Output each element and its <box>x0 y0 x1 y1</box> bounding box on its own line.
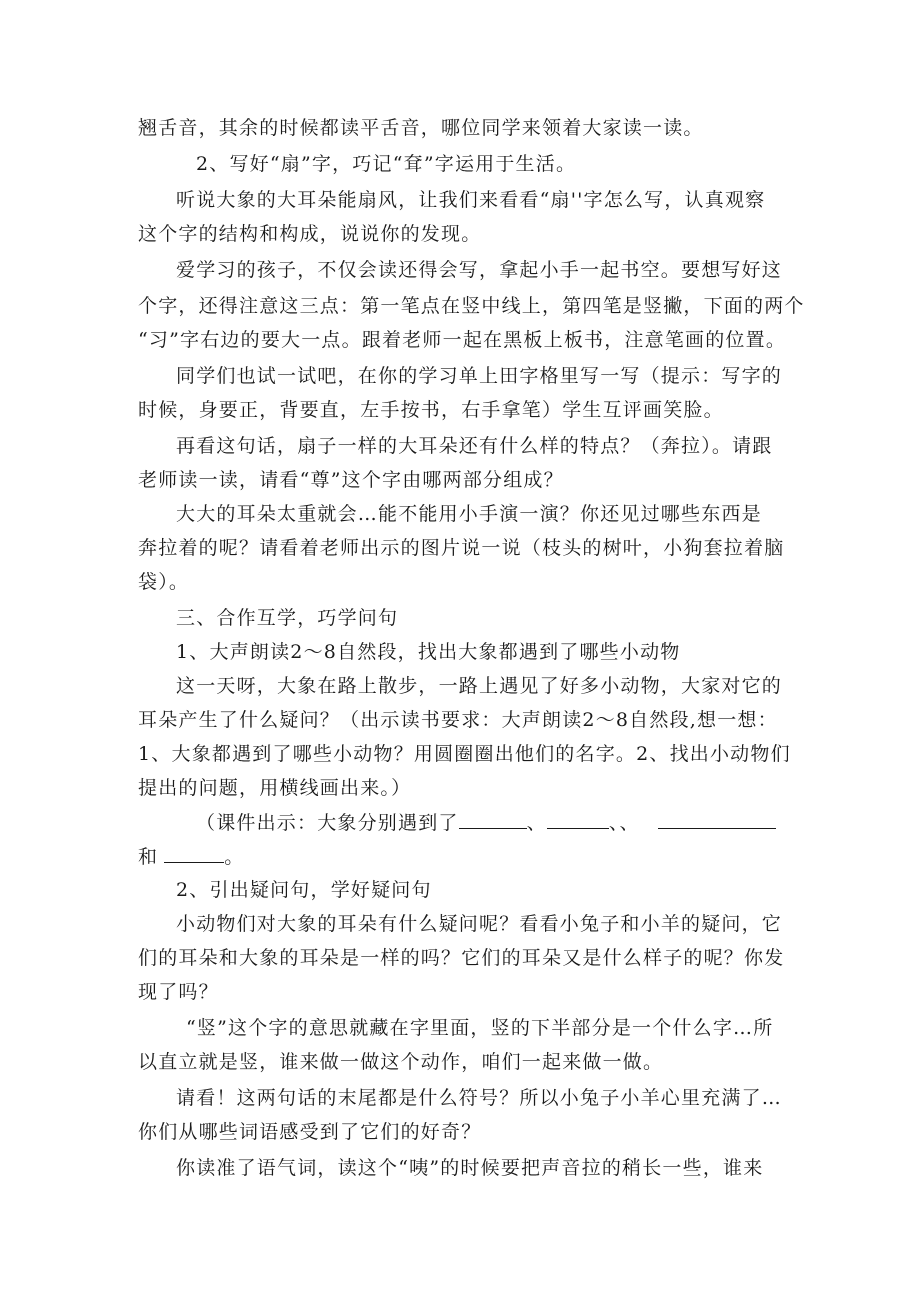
paragraph-line: 你读准了语气词，读这个“咦”的时候要把声音拉的稍长一些，谁来 <box>176 1157 764 1179</box>
fill-blank-and: 和 <box>138 846 159 868</box>
paragraph-line: 这一天呀，大象在路上散步，一路上遇见了好多小动物，大家对它的 <box>176 675 783 697</box>
paragraph-line: 耳朵产生了什么疑问？（出示读书要求：大声朗读2～8自然段,想一想： <box>138 709 778 731</box>
paragraph-line: 以直立就是竖，谁来做一做这个动作，咱们一起来做一做。 <box>138 1051 664 1073</box>
paragraph-line: 袋）。 <box>138 571 190 593</box>
blank-4 <box>164 844 224 863</box>
paragraph-line: 听说大象的大耳朵能扇风，让我们来看看“扇''字怎么写，认真观察 <box>176 189 766 211</box>
paragraph-line: 爱学习的孩子，不仅会读还得会写，拿起小手一起书空。要想写好这 <box>176 259 783 281</box>
fill-blank-line-2 <box>138 844 244 869</box>
blank-2 <box>547 810 609 829</box>
blank-3 <box>658 810 776 829</box>
paragraph-line: 再看这句话，扇子一样的大耳朵还有什么样的特点？（奔拉）。请跟 <box>176 435 773 457</box>
paragraph-line: “竖”这个字的意思就藏在字里面，竖的下半部分是一个什么字…所 <box>186 1017 774 1039</box>
paragraph-line: 现了吗？ <box>138 981 219 1003</box>
paragraph-line: 奔拉着的呢？请看着老师出示的图片说一说（枝头的树叶，小狗套拉着脑 <box>138 537 785 559</box>
fill-blank-line <box>196 810 776 835</box>
fill-blank-sep: 、 <box>526 812 547 834</box>
subsection-heading: 2、引出疑问句，学好疑问句 <box>176 879 432 901</box>
section-heading: 2、写好“扇”字，巧记“耷”字运用于生活。 <box>196 153 577 175</box>
paragraph-line: 同学们也试一试吧，在你的学习单上田字格里写一写（提示：写字的 <box>176 365 783 387</box>
paragraph-line: 1、大象都遇到了哪些小动物？用圆圈圈出他们的名字。2、找出小动物们 <box>138 743 791 765</box>
fill-blank-end: 。 <box>224 846 245 868</box>
paragraph-line: 时候，身要正，背要直，左手按书，右手拿笔）学生互评画笑脸。 <box>138 399 724 421</box>
paragraph-line: 个字，还得注意这三点：第一笔点在竖中线上，第四笔是竖撇，下面的两个 <box>138 295 805 317</box>
paragraph-line: 请看！这两句话的末尾都是什么符号？所以小兔子小羊心里充满了… <box>176 1087 783 1109</box>
paragraph-line: 老师读一读，请看“尊”这个字由哪两部分组成？ <box>138 469 564 491</box>
fill-blank-prefix: （课件出示：大象分别遇到了 <box>196 812 459 834</box>
paragraph-line: 大大的耳朵太重就会…能不能用小手演一演？你还见过哪些东西是 <box>176 503 762 525</box>
subsection-heading: 1、大声朗读2～8自然段，找出大象都遇到了哪些小动物 <box>176 641 681 663</box>
paragraph-line: 小动物们对大象的耳朵有什么疑问呢？看看小兔子和小羊的疑问，它 <box>176 913 783 935</box>
paragraph-line: 提出的问题，用横线画出来。） <box>138 777 412 799</box>
fill-blank-sep: 、、 <box>608 812 640 834</box>
section-heading: 三、合作互学，巧学问句 <box>176 607 399 629</box>
paragraph-line: 这个字的结构和构成，说说你的发现。 <box>138 223 482 245</box>
paragraph-line: 们的耳朵和大象的耳朵是一样的吗？它们的耳朵又是什么样子的呢？你发 <box>138 947 785 969</box>
paragraph-line: 你们从哪些词语感受到了它们的好奇？ <box>138 1121 482 1143</box>
blank-1 <box>459 810 527 829</box>
paragraph-line: 翘舌音，其余的时候都读平舌音，哪位同学来领着大家读一读。 <box>138 117 704 139</box>
paragraph-line: “习”字右边的要大一点。跟着老师一起在黑板上板书，注意笔画的位置。 <box>138 329 787 351</box>
